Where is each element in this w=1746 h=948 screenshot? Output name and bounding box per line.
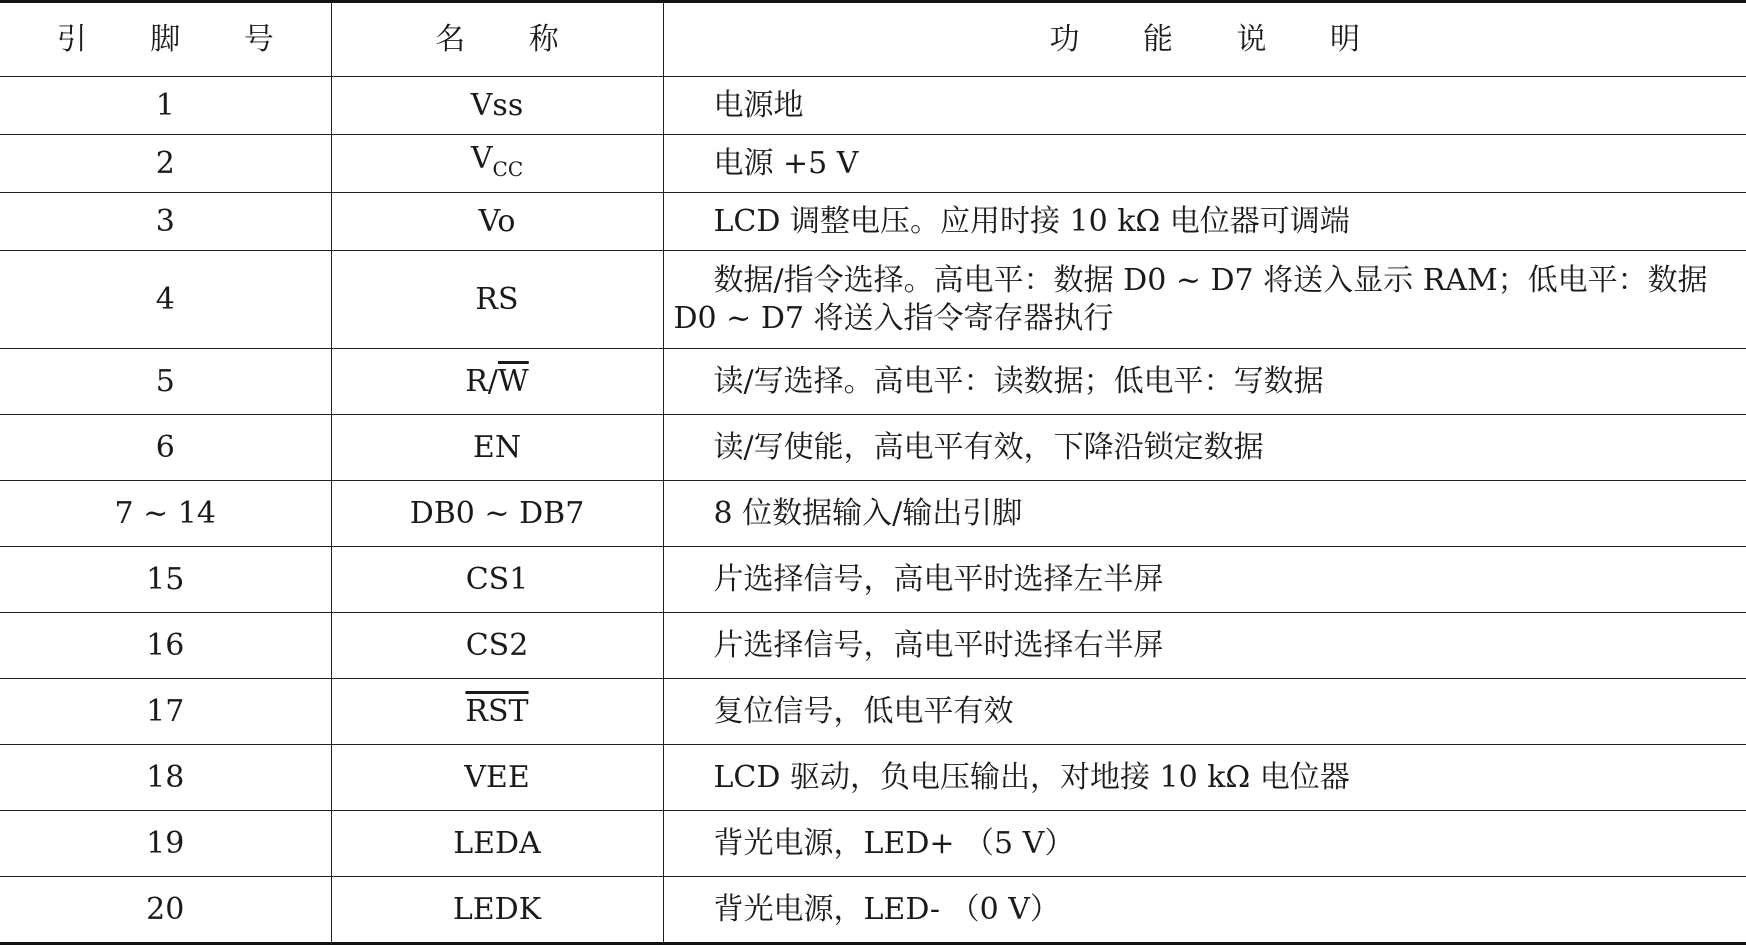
table-row <box>0 481 1746 547</box>
pin-description: 8 位数据输入/输出引脚 <box>663 481 1746 547</box>
pin-number: 1 <box>0 77 331 135</box>
pin-description: 读/写选择。高电平：读数据；低电平：写数据 <box>663 349 1746 415</box>
table-row <box>0 415 1746 481</box>
pin-number: 6 <box>0 415 331 481</box>
pin-name: CS1 <box>331 547 663 613</box>
pin-name: VEE <box>331 745 663 811</box>
pin-name-prefix: R/ <box>465 363 498 399</box>
pin-number: 16 <box>0 613 331 679</box>
pin-description: LCD 调整电压。应用时接 10 kΩ 电位器可调端 <box>663 193 1746 251</box>
pin-description: 背光电源，LED- （0 V） <box>663 877 1746 944</box>
pin-number: 3 <box>0 193 331 251</box>
pin-description: 片选择信号，高电平时选择右半屏 <box>663 613 1746 679</box>
pin-name: EN <box>331 415 663 481</box>
pin-name: CS2 <box>331 613 663 679</box>
pin-number: 7 ~ 14 <box>0 481 331 547</box>
pin-name: RS <box>331 251 663 349</box>
table-row <box>0 77 1746 135</box>
header-row <box>0 2 1746 77</box>
header-function: 功 能 说 明 <box>663 2 1746 77</box>
pin-name-overline: $\overline{W}$ <box>497 363 529 399</box>
pin-number: 4 <box>0 251 331 349</box>
pin-number: 2 <box>0 135 331 193</box>
table-row <box>0 547 1746 613</box>
pin-name <box>331 679 663 745</box>
pin-description: LCD 驱动，负电压输出，对地接 10 kΩ 电位器 <box>663 745 1746 811</box>
table-row <box>0 135 1746 193</box>
pin-name: DB0 ~ DB7 <box>331 481 663 547</box>
pin-name-main: V <box>470 140 493 176</box>
pin-name <box>331 349 663 415</box>
pin-description: 背光电源，LED+ （5 V） <box>663 811 1746 877</box>
header-pin: 引 脚 号 <box>0 2 331 77</box>
pin-name: Vo <box>331 193 663 251</box>
pin-number: 18 <box>0 745 331 811</box>
table-row <box>0 349 1746 415</box>
table-row <box>0 251 1746 349</box>
table-row <box>0 811 1746 877</box>
pin-number: 20 <box>0 877 331 944</box>
table-row <box>0 613 1746 679</box>
pin-name-overline: $\overline{RST}$ <box>465 693 529 729</box>
pin-name: LEDA <box>331 811 663 877</box>
pin-description: 读/写使能，高电平有效，下降沿锁定数据 <box>663 415 1746 481</box>
pin-description: 电源 +5 V <box>663 135 1746 193</box>
pin-description: 数据/指令选择。高电平：数据 D0 ~ D7 将送入显示 RAM；低电平：数据 D0 ~ D7 将送入指令寄存器执行 <box>663 251 1746 349</box>
table-row <box>0 745 1746 811</box>
pin-number: 15 <box>0 547 331 613</box>
pin-name: LEDK <box>331 877 663 944</box>
table-row <box>0 679 1746 745</box>
pin-description: 复位信号，低电平有效 <box>663 679 1746 745</box>
pin-description: 电源地 <box>663 77 1746 135</box>
table-row <box>0 877 1746 944</box>
table-row <box>0 193 1746 251</box>
pin-description: 片选择信号，高电平时选择左半屏 <box>663 547 1746 613</box>
pin-number: 5 <box>0 349 331 415</box>
pin-number: 19 <box>0 811 331 877</box>
pin-name <box>331 135 663 193</box>
pin-number: 17 <box>0 679 331 745</box>
header-name: 名 称 <box>331 2 663 77</box>
pin-name: Vss <box>331 77 663 135</box>
pin-name-subscript: CC <box>492 156 524 181</box>
